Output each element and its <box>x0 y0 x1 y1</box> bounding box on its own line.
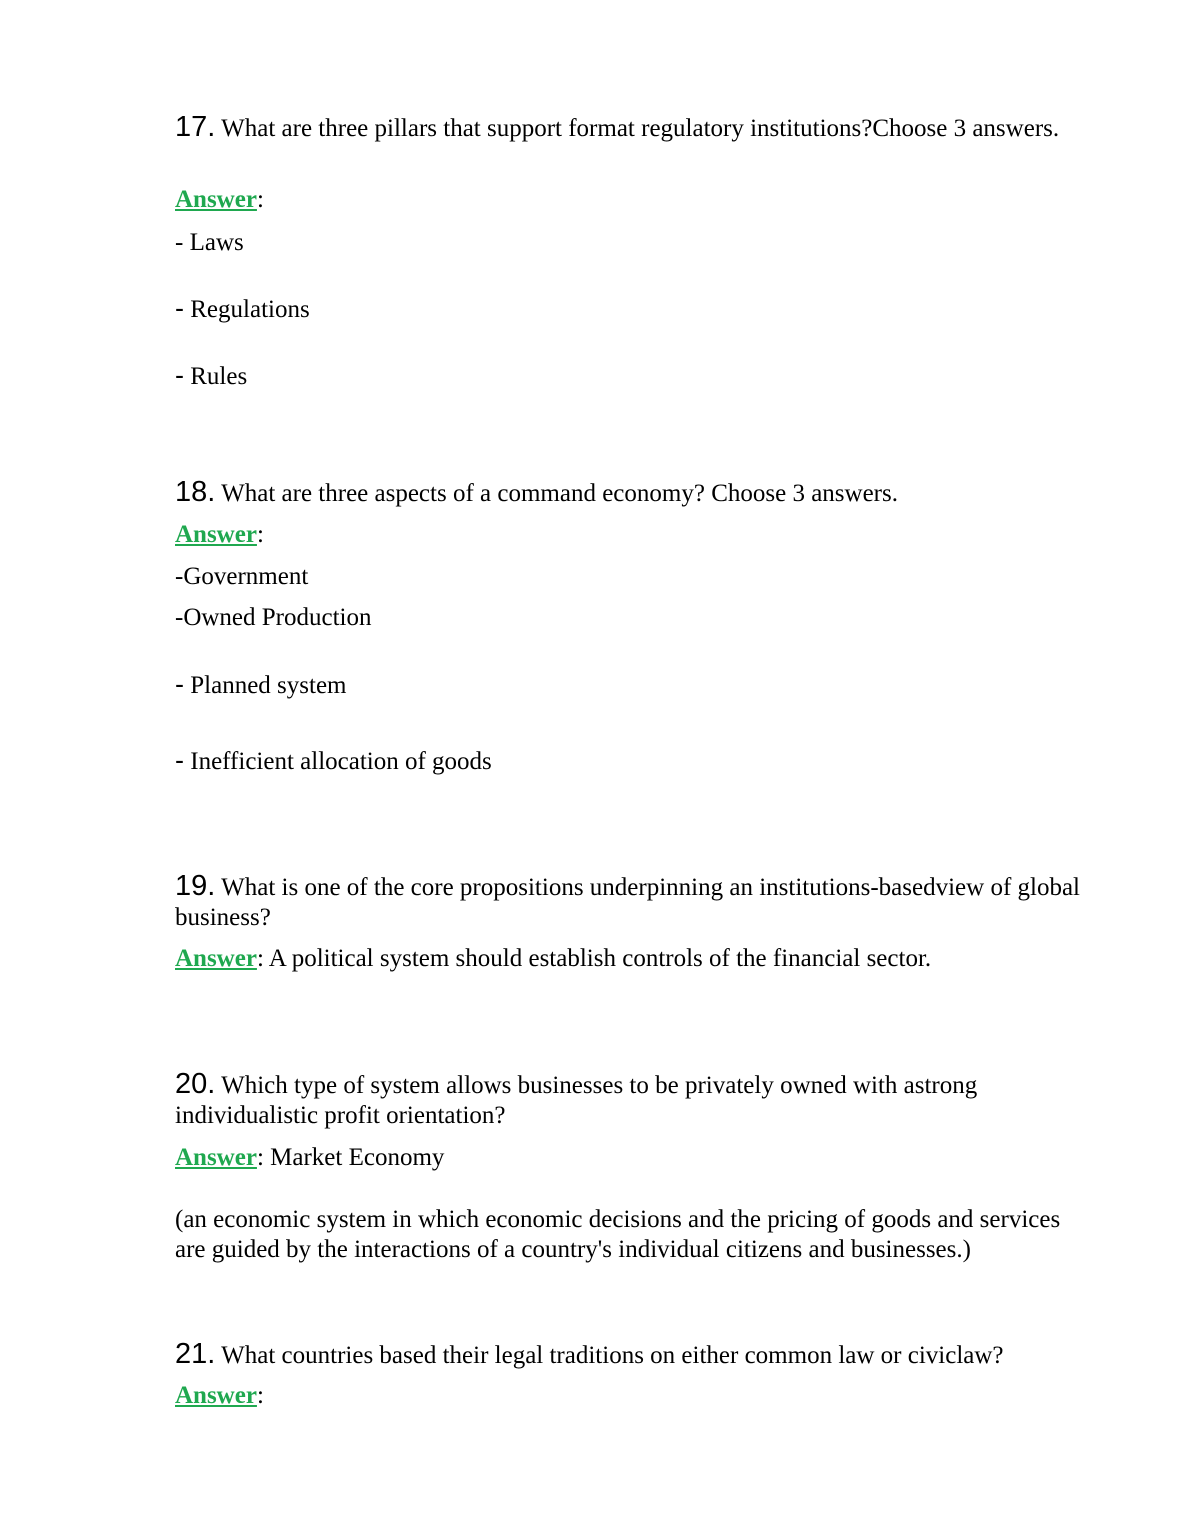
question-body: What are three aspects of a command economy? Choose 3 answers. <box>221 480 898 507</box>
question-body: Which type of system allows businesses to be privately owned with astrong individualistic profit orientation? <box>175 1072 978 1129</box>
answer-20: Answer: Market Economy <box>175 1144 445 1171</box>
answer-17: Answer: <box>175 186 264 213</box>
answer-item: - Laws <box>175 229 244 256</box>
question-19 <box>175 871 1095 933</box>
question-body: What is one of the core propositions underpinning an institutions-basedview of global business? <box>175 874 1081 931</box>
question-18-text <box>175 477 1095 509</box>
answer-item: - Rules <box>175 360 248 390</box>
question-18 <box>175 477 1095 509</box>
question-number: 18. <box>175 476 216 508</box>
answer-text: Market Economy <box>270 1144 445 1171</box>
answer-link[interactable]: Answer <box>175 945 257 972</box>
question-17 <box>175 112 1095 144</box>
question-20-text <box>175 1069 1095 1131</box>
question-21 <box>175 1339 1095 1371</box>
answer-21: Answer: <box>175 1382 264 1409</box>
question-number: 19. <box>175 870 216 902</box>
answer-item: - Regulations <box>175 293 310 323</box>
answer-item: -Government <box>175 563 309 590</box>
answer-note: (an economic system in which economic decisions and the pricing of goods and services are guided by the interactions of a country's individual citizens and businesses.) <box>175 1206 1061 1263</box>
question-21-text <box>175 1339 1095 1371</box>
answer-19: Answer: A political system should establish controls of the financial sector. <box>175 945 932 972</box>
question-20 <box>175 1069 1095 1131</box>
question-body: What countries based their legal traditions on either common law or civiclaw? <box>221 1342 1004 1369</box>
answer-link[interactable]: Answer <box>175 186 257 213</box>
question-body: What are three pillars that support format regulatory institutions?Choose 3 answers. <box>221 115 1060 142</box>
answer-item: -Owned Production <box>175 604 372 631</box>
answer-item: - Planned system <box>175 669 347 699</box>
answer-18: Answer: <box>175 521 264 548</box>
answer-link[interactable]: Answer <box>175 1144 257 1171</box>
answer-item: - Inefficient allocation of goods <box>175 745 492 775</box>
answer-20-note <box>175 1205 1075 1265</box>
question-number: 20. <box>175 1068 216 1100</box>
question-17-text <box>175 112 1095 144</box>
answer-link[interactable]: Answer <box>175 1382 257 1409</box>
question-19-text <box>175 871 1095 933</box>
question-number: 21. <box>175 1338 216 1370</box>
question-number: 17. <box>175 111 216 143</box>
answer-link[interactable]: Answer <box>175 521 257 548</box>
answer-text: A political system should establish controls of the financial sector. <box>268 945 932 972</box>
